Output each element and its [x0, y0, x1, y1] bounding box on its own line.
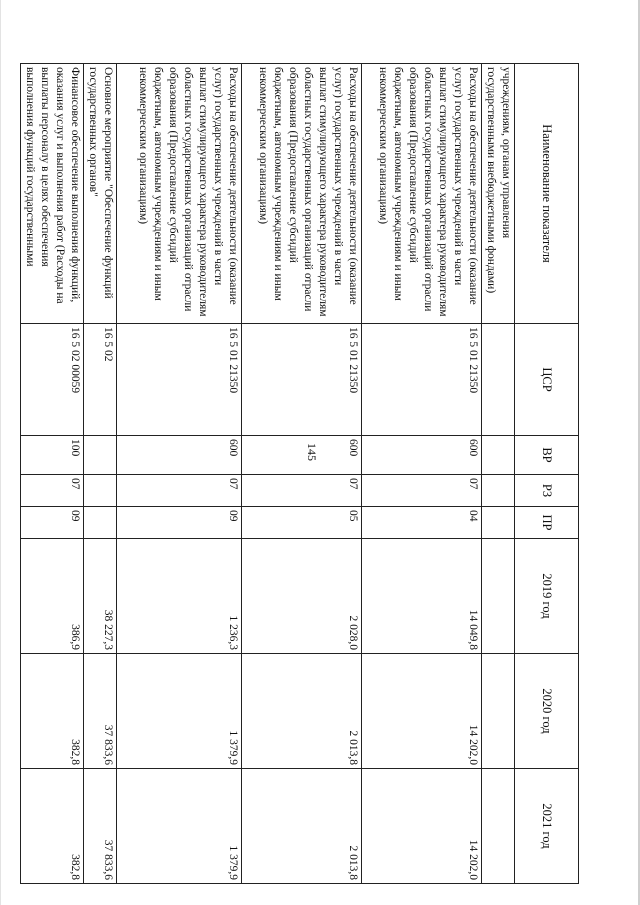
cell-2020: 37 833,6	[84, 654, 117, 769]
cell-2019: 2 028,0	[242, 539, 362, 654]
cell-name: Основное мероприятие "Обеспечение функций государственных органов"	[84, 64, 117, 324]
table-row	[117, 64, 242, 884]
header-2020: 2020 год	[515, 654, 579, 769]
cell-2019: 1 236,3	[117, 539, 242, 654]
cell-rz: 07	[21, 475, 84, 507]
cell-2019: 38 227,3	[84, 539, 117, 654]
cell-2020: 14 202,0	[362, 654, 482, 769]
table-header-row	[515, 64, 579, 884]
rotated-table-container	[24, 63, 579, 883]
scan-edge-left	[0, 0, 1, 905]
cell-2021: 1 379,9	[117, 769, 242, 884]
cell-csr: 16 5 01 21350	[362, 324, 482, 436]
cell-vr: 600	[362, 436, 482, 475]
cell-vr: 600	[117, 436, 242, 475]
cell-pr: 05	[242, 507, 362, 539]
cell-name: учреждениям, органам управления государственными внебюджетными фондами)	[482, 64, 515, 324]
header-vr: ВР	[515, 436, 579, 475]
cell-2021: 37 833,6	[84, 769, 117, 884]
header-name: Наименование показателя	[515, 64, 579, 324]
cell-2020: 2 013,8	[242, 654, 362, 769]
cell-2021	[482, 769, 515, 884]
cell-pr	[84, 507, 117, 539]
rotated-table-viewport	[24, 63, 579, 883]
cell-2021: 2 013,8	[242, 769, 362, 884]
header-rz: РЗ	[515, 475, 579, 507]
table-row	[242, 64, 362, 884]
cell-name: Расходы на обеспечение деятельности (оказание услуг) государственных учреждений в части выплат стимулирующего характера руководителям областных государственных организаций отрасли образования (Предоставление субсидий бюджетным, автономным учреждениям и иным некоммерческим организациям)	[117, 64, 242, 324]
cell-2019: 386,9	[21, 539, 84, 654]
cell-rz: 07	[242, 475, 362, 507]
cell-csr: 16 5 01 21350	[117, 324, 242, 436]
cell-pr: 04	[362, 507, 482, 539]
cell-name: Расходы на обеспечение деятельности (оказание услуг) государственных учреждений в части выплат стимулирующего характера руководителям областных государственных организаций отрасли образования (Предоставление субсидий бюджетным, автономным учреждениям и иным некоммерческим организациям)	[362, 64, 482, 324]
cell-2019	[482, 539, 515, 654]
cell-2020	[482, 654, 515, 769]
header-2021: 2021 год	[515, 769, 579, 884]
cell-pr: 09	[117, 507, 242, 539]
cell-csr: 16 5 02 00059	[21, 324, 84, 436]
cell-csr: 16 5 02	[84, 324, 117, 436]
header-2019: 2019 год	[515, 539, 579, 654]
table-row	[362, 64, 482, 884]
cell-rz: 07	[362, 475, 482, 507]
cell-vr	[84, 436, 117, 475]
cell-vr: 600	[242, 436, 362, 475]
table-row	[21, 64, 84, 884]
cell-pr: 09	[21, 507, 84, 539]
budget-table	[20, 63, 579, 884]
cell-2020: 1 379,9	[117, 654, 242, 769]
cell-2020: 382,8	[21, 654, 84, 769]
cell-csr: 16 5 01 21350	[242, 324, 362, 436]
cell-2021: 14 202,0	[362, 769, 482, 884]
cell-2021: 382,8	[21, 769, 84, 884]
cell-csr	[482, 324, 515, 436]
cell-name: Расходы на обеспечение деятельности (оказание услуг) государственных учреждений в части выплат стимулирующего характера руководителям областных государственных организаций отрасли образования (Предоставление субсидий бюджетным, автономным учреждениям и иным некоммерческим организациям)	[242, 64, 362, 324]
cell-vr	[482, 436, 515, 475]
table-row	[482, 64, 515, 884]
page-number-text: 145	[305, 443, 319, 461]
cell-pr	[482, 507, 515, 539]
header-pr: ПР	[515, 507, 579, 539]
cell-rz	[482, 475, 515, 507]
cell-name: Финансовое обеспечение выполнения функций, оказания услуг и выполнения работ (Расходы на выплаты персоналу в целях обеспечения выполнения функций государственными	[21, 64, 84, 324]
header-csr: ЦСР	[515, 324, 579, 436]
cell-2019: 14 049,8	[362, 539, 482, 654]
cell-rz	[84, 475, 117, 507]
table-row	[84, 64, 117, 884]
cell-rz: 07	[117, 475, 242, 507]
cell-vr: 100	[21, 436, 84, 475]
